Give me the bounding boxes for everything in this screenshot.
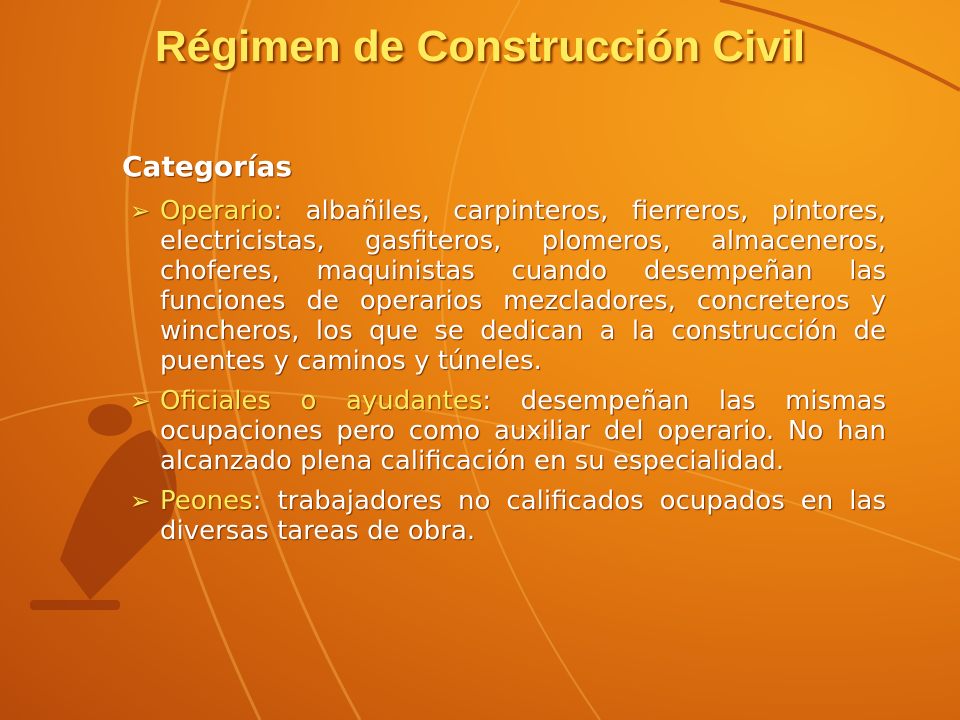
arrow-bullet-icon: ➢ [130, 387, 151, 415]
category-list [130, 196, 886, 556]
slide-title: Régimen de Construcción Civil [154, 22, 806, 71]
category-term: Peones [160, 486, 253, 516]
arrow-bullet-icon: ➢ [130, 197, 151, 225]
arrow-bullet-icon: ➢ [130, 487, 151, 515]
category-description: : desempeñan las mismas ocupaciones pero como auxiliar del operario. No han alcanzado plena calificación en su especialidad. [160, 386, 886, 476]
category-description: : trabajadores no calificados ocupados en las diversas tareas de obra. [160, 486, 886, 546]
category-description: : albañiles, carpinteros, fierreros, pintores, electricistas, gasfiteros, plomeros, almaceneros, choferes, maquinistas cuando desempeñan las funciones de operarios mezcladores, concreteros y wincheros, los que se dedican a la construcción de puentes y caminos y túneles. [160, 196, 886, 376]
list-item-operario [130, 196, 886, 376]
category-term: Oficiales o ayudantes [160, 386, 483, 416]
list-item-peones [130, 486, 886, 546]
list-item-oficiales [130, 386, 886, 476]
section-heading: Categorías [122, 150, 293, 183]
category-term: Operario [160, 196, 274, 226]
